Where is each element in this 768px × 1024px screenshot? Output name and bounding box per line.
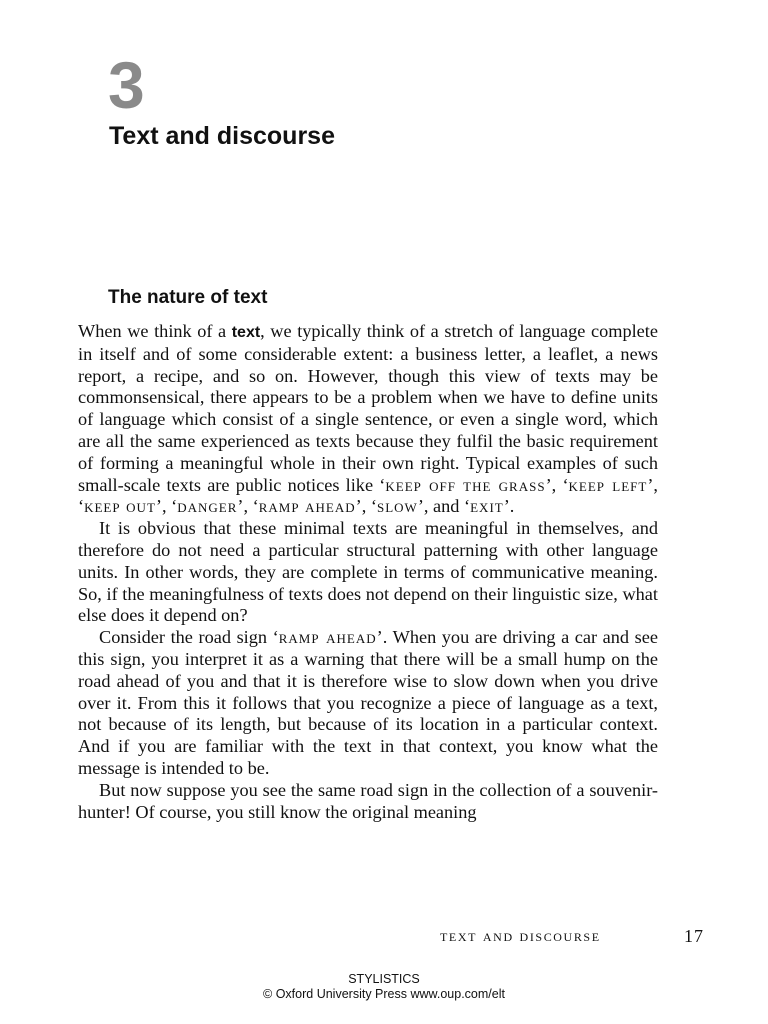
paragraph-2: It is obvious that these minimal texts are meaningful in themselves, and therefore do not need a particular structural patterning with other language units. In other words, they are complete in terms of communicative meaning. So, if the meaningfulness of texts does not depend on their linguistic size, what else does it depend on? [78, 518, 658, 626]
chapter-title: Text and discourse [109, 122, 335, 150]
notice-slow: slow [376, 496, 418, 517]
running-footer-title: text and discourse [440, 926, 601, 945]
paragraph-3-body: ’. When you are driving a car and see this sign, you interpret it as a warning that there will be a small hump on the road ahead of you and that it is therefore wise to slow down when you drive over it. From this it follows that you recognize a piece of language as a text, not because of its length, but because of its location in a particular context. And if you are familiar with the text in that context, you know what the message is intended to be. [78, 627, 658, 778]
publisher-copyright: © Oxford University Press www.oup.com/elt [263, 987, 505, 1001]
paragraph-4: But now suppose you see the same road sign in the collection of a souvenir-hunter! Of course, you still know the original meaning [78, 779, 658, 822]
paragraph-3-start: Consider the road sign ‘ [99, 627, 279, 648]
notice-danger: danger [177, 496, 238, 517]
notice-separator: ’, ‘ [355, 496, 377, 517]
paragraph-3 [78, 627, 658, 780]
section-heading: The nature of text [108, 287, 268, 308]
notice-keep-off-the-grass: keep off the grass [385, 474, 546, 495]
notice-separator: ’, and ‘ [417, 496, 471, 517]
page-number: 17 [684, 926, 704, 946]
chapter-number: 3 [108, 48, 145, 122]
paragraph-1-body: , we typically think of a stretch of language complete in itself and of some considerable extent: a business letter, a leaflet, a news report, a recipe, and so on. However, though this view of texts may be commonsensical, there appears to be a problem when we have to define units of language which consist of a single sentence, or even a single word, which are all the same experienced as texts because they fulfil the basic requirement of forming a meaningful whole in their own right. Typical examples of such small-scale texts are public notices like ‘ [78, 321, 658, 495]
notice-keep-left: keep left [568, 474, 648, 495]
notice-keep-out: keep out [84, 496, 156, 517]
key-term-text: text [231, 324, 261, 341]
notice-exit: exit [470, 496, 504, 517]
paragraph-1 [78, 321, 658, 518]
notice-separator: ’, ‘ [155, 496, 178, 517]
road-sign-ramp-ahead: ramp ahead [278, 627, 377, 648]
notice-ramp-ahead: ramp ahead [258, 496, 356, 517]
publisher-credit [0, 972, 768, 1002]
notice-separator: ’, ‘ [78, 474, 658, 517]
notice-separator: ’, ‘ [237, 496, 259, 517]
notice-separator: ’, ‘ [545, 474, 569, 495]
body-text [78, 321, 658, 823]
paragraph-1-start: When we think of a [78, 321, 232, 341]
paragraph-1-end: ’. [503, 496, 515, 517]
publisher-book-title: STYLISTICS [348, 972, 420, 986]
